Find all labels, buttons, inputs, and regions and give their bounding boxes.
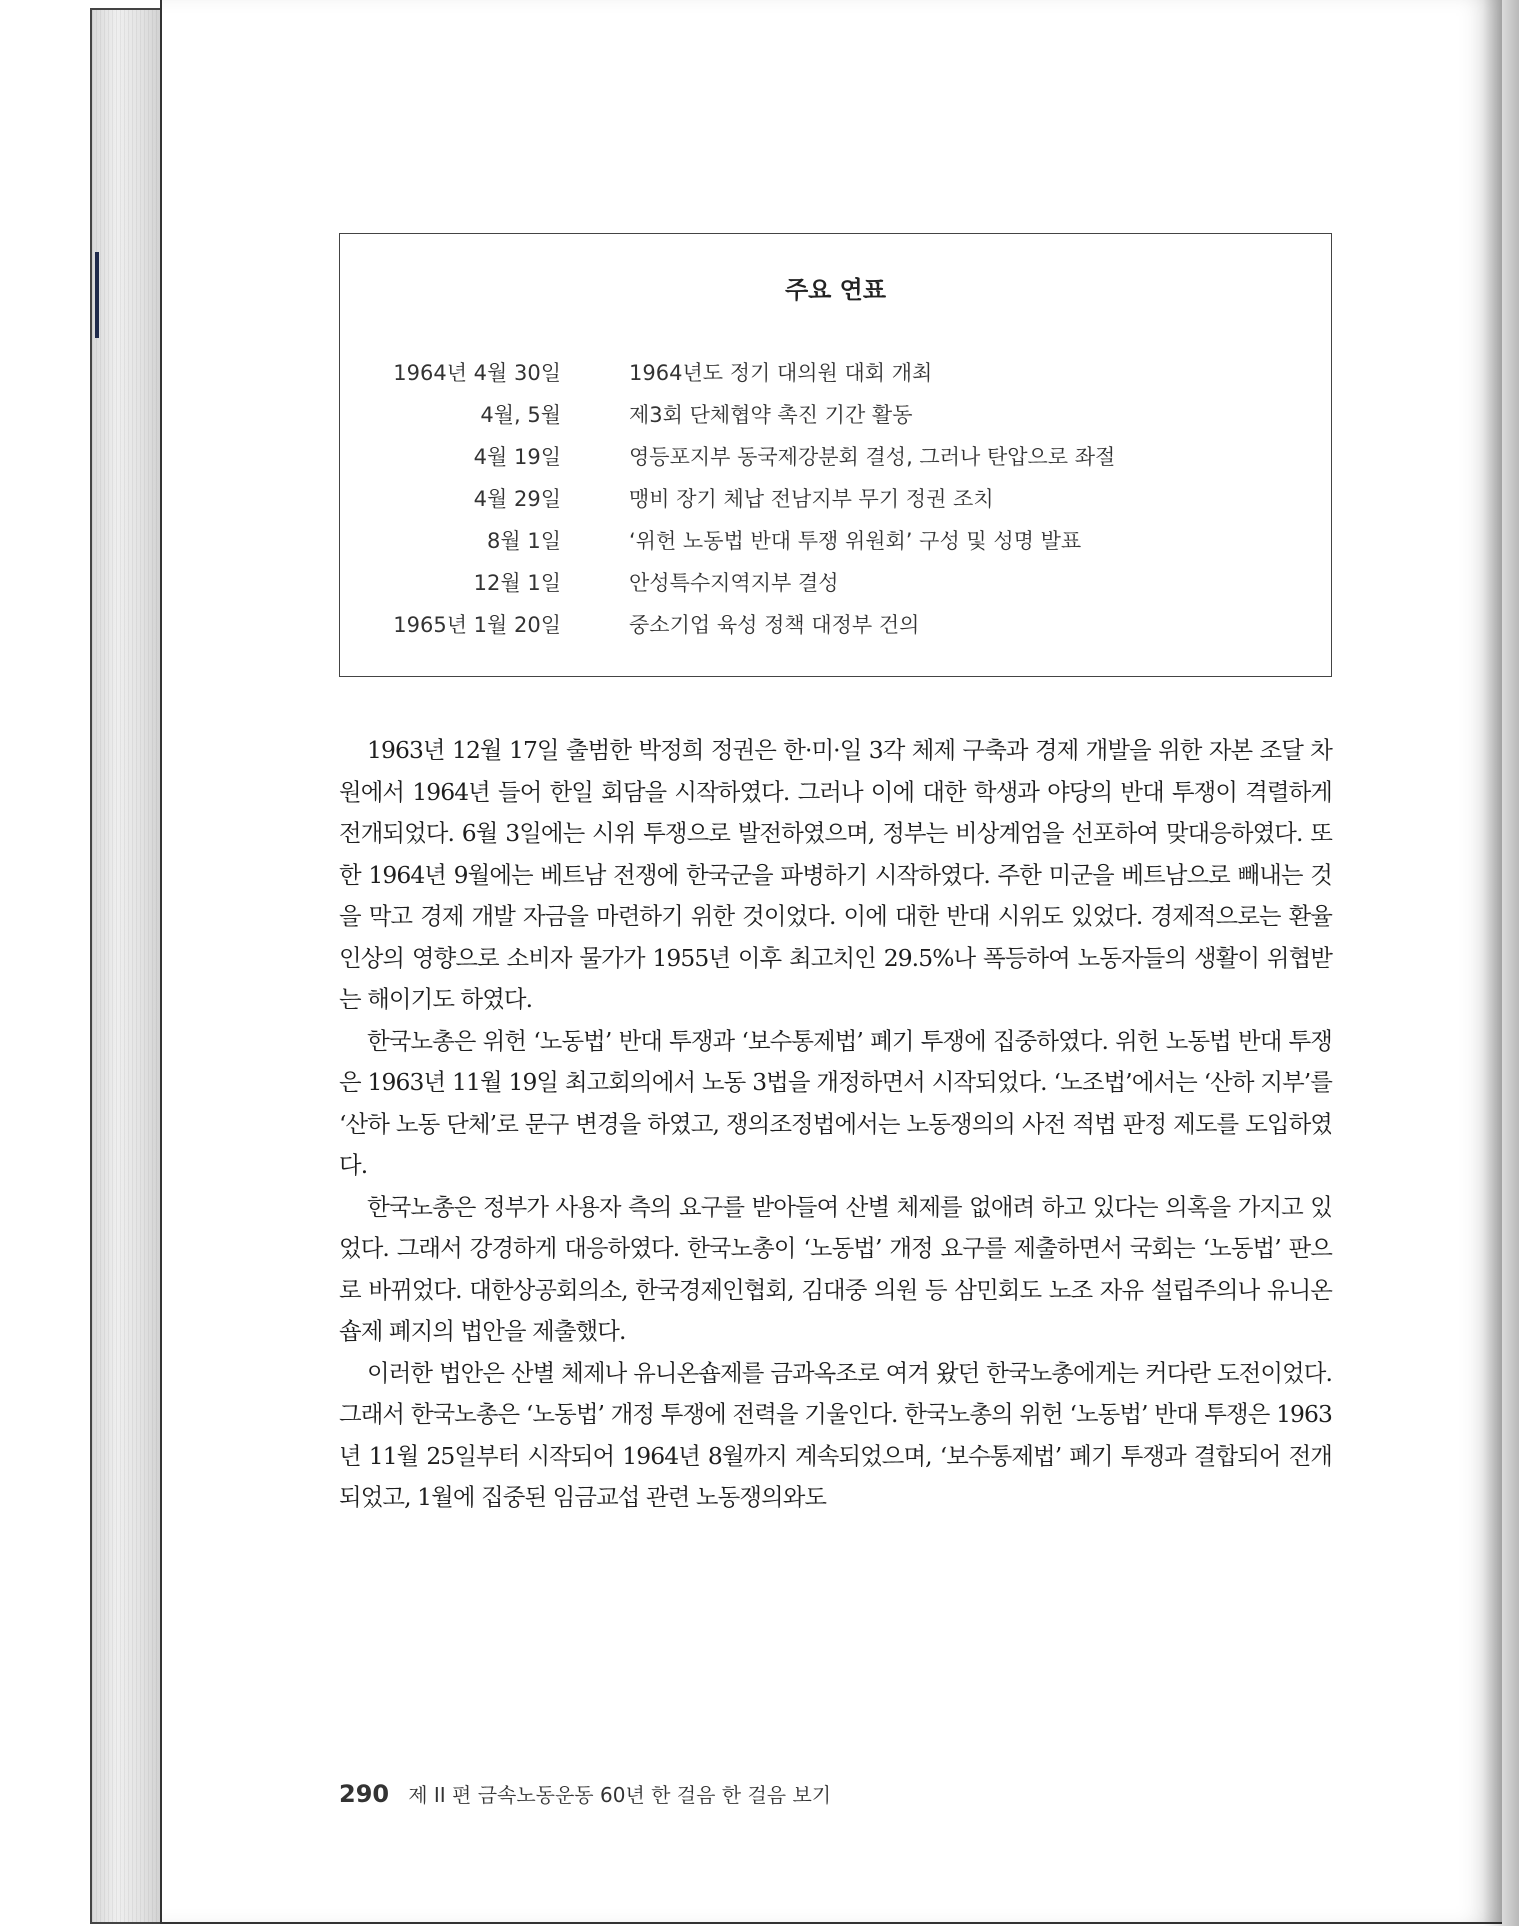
chronology-date: 4월 19일	[473, 445, 561, 469]
chronology-event: ‘위헌 노동법 반대 투쟁 위원회’ 구성 및 성명 발표	[629, 529, 1082, 553]
chronology-title: 주요 연표	[784, 276, 887, 304]
chronology-event: 1964년도 정기 대의원 대회 개최	[629, 361, 933, 385]
chronology-date: 8월 1일	[487, 529, 561, 553]
body-paragraph: 한국노총은 정부가 사용자 측의 요구를 받아들여 산별 체제를 없애려 하고 있다는 의혹을 가지고 있었다. 그래서 강경하게 대응하였다. 한국노총이 ‘노동법’ 개정 요구를 제출하면서 국회는 ‘노동법’ 판으로 바뀌었다. 대한상공회의소, 한국경제인협회, 김대중 의원 등 삼민회도 노조 자유 설립주의나 유니온숍제 폐지의 법안을 제출했다.	[339, 1192, 1332, 1345]
chronology-event: 안성특수지역지부 결성	[629, 571, 839, 595]
body-paragraph: 이러한 법안은 산별 체제나 유니온숍제를 금과옥조로 여겨 왔던 한국노총에게는 커다란 도전이었다. 그래서 한국노총은 ‘노동법’ 개정 투쟁에 전력을 기울인다. 한국노총의 위헌 ‘노동법’ 반대 투쟁은 1963년 11월 25일부터 시작되어 1964년 8월까지 계속되었으며, ‘보수통제법’ 폐기 투쟁과 결합되어 전개되었고, 1월에 집중된 임금교섭 관련 노동쟁의와도	[339, 1358, 1332, 1511]
chronology-row	[340, 399, 1331, 441]
page-curl-shadow	[1483, 0, 1519, 1926]
running-section-title: 제 II 편 금속노동운동 60년 한 걸음 한 걸음 보기	[408, 1783, 832, 1807]
chronology-event: 제3회 단체협약 촉진 기간 활동	[629, 403, 913, 427]
chronology-event: 영등포지부 동국제강분회 결성, 그러나 탄압으로 좌절	[629, 445, 1116, 469]
page-footer	[339, 1779, 831, 1808]
chronology-row	[340, 357, 1331, 399]
page-number: 290	[339, 1780, 390, 1808]
chronology-box	[339, 233, 1332, 677]
chronology-row	[340, 567, 1331, 609]
page-edge-texture	[92, 10, 164, 1922]
body-paragraph: 한국노총은 위헌 ‘노동법’ 반대 투쟁과 ‘보수통제법’ 폐기 투쟁에 집중하였다. 위헌 노동법 반대 투쟁은 1963년 11월 19일 최고회의에서 노동 3법을 개정하면서 시작되었다. ‘노조법’에서는 ‘산하 지부’를 ‘산하 노동 단체’로 문구 변경을 하였고, 쟁의조정법에서는 노동쟁의의 사전 적법 판정 제도를 도입하였다.	[339, 1026, 1332, 1179]
chronology-date: 1965년 1월 20일	[393, 613, 561, 637]
body-text	[339, 730, 1332, 1519]
page-block-edge	[90, 8, 164, 1924]
chronology-event: 맹비 장기 체납 전남지부 무기 정권 조치	[629, 487, 994, 511]
chronology-row	[340, 441, 1331, 483]
chronology-date: 4월 29일	[473, 487, 561, 511]
chronology-list	[340, 357, 1331, 651]
chronology-event: 중소기업 육성 정책 대정부 건의	[629, 613, 920, 637]
chronology-row	[340, 483, 1331, 525]
chronology-date: 12월 1일	[473, 571, 561, 595]
bookmark-ribbon	[95, 252, 99, 338]
body-paragraph: 1963년 12월 17일 출범한 박정희 정권은 한·미·일 3각 체제 구축과 경제 개발을 위한 자본 조달 차원에서 1964년 들어 한일 회담을 시작하였다. 그러나 이에 대한 학생과 야당의 반대 투쟁이 격렬하게 전개되었다. 6월 3일에는 시위 투쟁으로 발전하였으며, 정부는 비상계엄을 선포하여 맞대응하였다. 또한 1964년 9월에는 베트남 전쟁에 한국군을 파병하기 시작하였다. 주한 미군을 베트남으로 빼내는 것을 막고 경제 개발 자금을 마련하기 위한 것이었다. 이에 대한 반대 시위도 있었다. 경제적으로는 환율 인상의 영향으로 소비자 물가가 1955년 이후 최고치인 29.5%나 폭등하여 노동자들의 생활이 위협받는 해이기도 하였다.	[339, 736, 1332, 1013]
chronology-row	[340, 609, 1331, 651]
chronology-date: 4월, 5월	[480, 403, 561, 427]
chronology-row	[340, 525, 1331, 567]
chronology-date: 1964년 4월 30일	[393, 361, 561, 385]
